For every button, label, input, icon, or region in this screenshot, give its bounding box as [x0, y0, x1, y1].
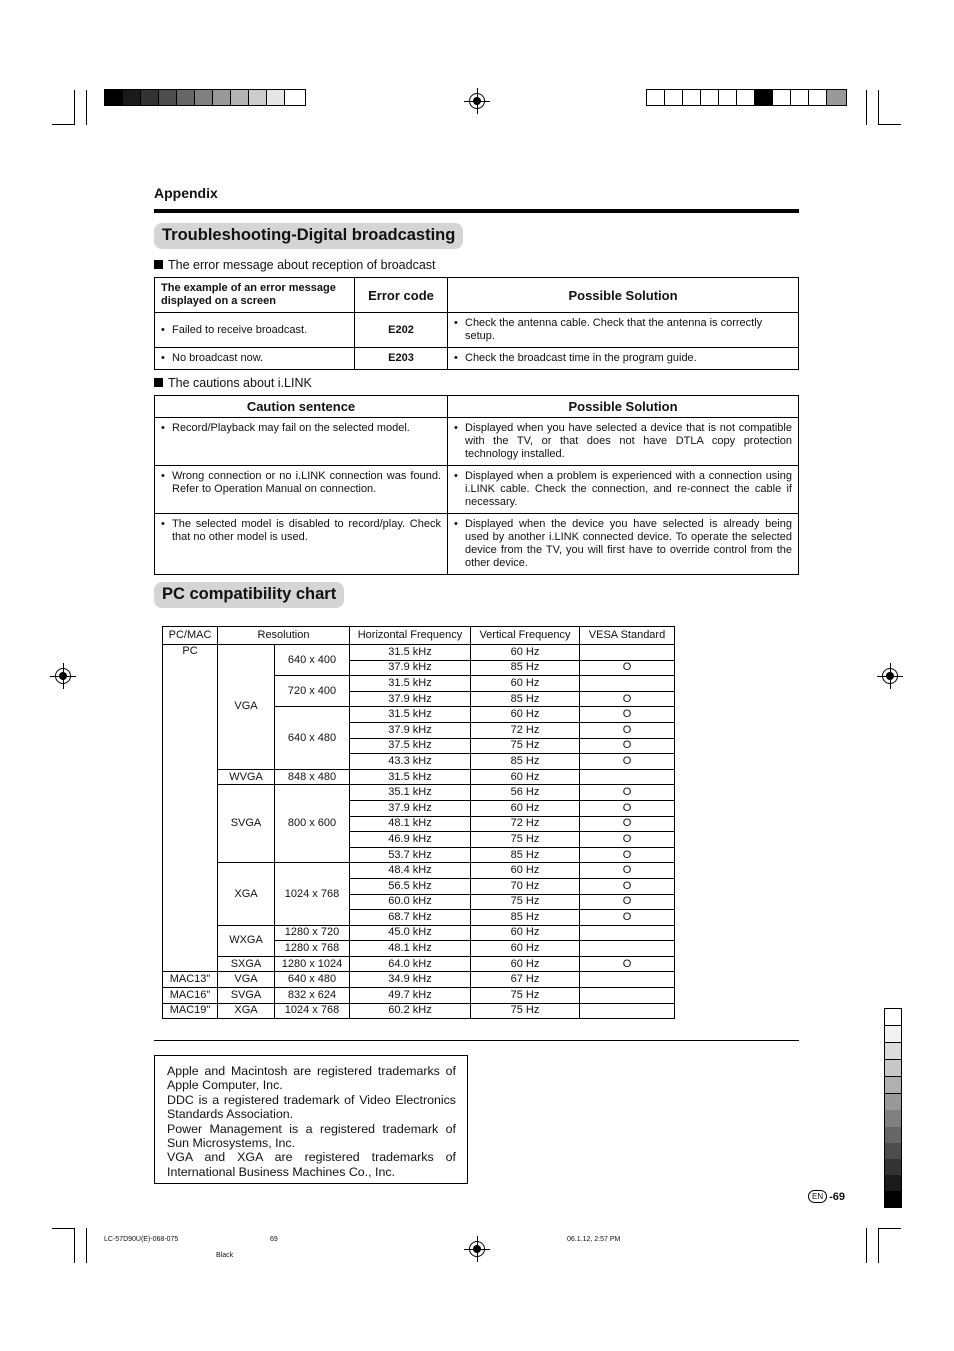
- mode-cell: SXGA: [218, 956, 275, 972]
- resolution-cell: 640 x 480: [275, 707, 350, 769]
- registration-mark-icon: [882, 668, 898, 684]
- col-header: Horizontal Frequency: [350, 627, 471, 645]
- ilink-intro-text: The cautions about i.LINK: [168, 376, 312, 390]
- ilink-caution: Wrong connection or no i.LINK connection was found. Refer to Operation Manual on connection.: [172, 470, 441, 495]
- trademark-note: VGA and XGA are registered trademarks of International Business Machines Co., Inc.: [167, 1150, 456, 1179]
- mode-cell: VGA: [218, 972, 275, 988]
- table-cell: O: [580, 832, 675, 848]
- bullet-icon: •: [454, 317, 458, 329]
- group-pc: PC: [163, 645, 218, 972]
- footer-color: Black: [216, 1252, 234, 1259]
- table-cell: 48.1 kHz: [350, 941, 471, 957]
- table-cell: 60 Hz: [471, 800, 580, 816]
- table-cell: 31.5 kHz: [350, 676, 471, 692]
- table-cell: 60 Hz: [471, 956, 580, 972]
- table-cell: 72 Hz: [471, 722, 580, 738]
- page-number-text: -69: [829, 1190, 846, 1203]
- table-cell: O: [580, 738, 675, 754]
- trademarks-box: [154, 1055, 468, 1184]
- table-cell: 85 Hz: [471, 910, 580, 926]
- troubleshooting-title: Troubleshooting-Digital broadcasting: [154, 223, 463, 249]
- table-cell: 85 Hz: [471, 847, 580, 863]
- resolution-cell: 640 x 400: [275, 645, 350, 676]
- table-cell: 46.9 kHz: [350, 832, 471, 848]
- ilink-solution: Displayed when a problem is experienced with a connection using i.LINK cable. Check the connection, and re-connect the cable if necessary.: [465, 470, 792, 508]
- bullet-icon: •: [454, 352, 458, 364]
- section-divider: [154, 1040, 799, 1041]
- table-row: [155, 313, 799, 348]
- registration-mark-icon: [469, 1241, 485, 1257]
- table-cell: 60 Hz: [471, 941, 580, 957]
- table-cell: 56 Hz: [471, 785, 580, 801]
- error-header-message: The example of an error message displayed on a screen: [155, 278, 355, 313]
- error-message: Failed to receive broadcast.: [172, 323, 308, 336]
- table-cell: 48.1 kHz: [350, 816, 471, 832]
- table-cell: 85 Hz: [471, 754, 580, 770]
- table-cell: O: [580, 816, 675, 832]
- resolution-cell: 1280 x 768: [275, 941, 350, 957]
- table-cell: 75 Hz: [471, 1003, 580, 1019]
- square-bullet-icon: [154, 260, 163, 269]
- table-cell: [580, 972, 675, 988]
- table-cell: 43.3 kHz: [350, 754, 471, 770]
- table-cell: 75 Hz: [471, 738, 580, 754]
- ilink-header-solution: Possible Solution: [448, 396, 799, 418]
- pc-compatibility-table: [162, 626, 675, 1019]
- ilink-caution: Record/Playback may fail on the selected model.: [172, 422, 410, 434]
- error-code: E202: [355, 313, 448, 348]
- registration-mark-icon: [55, 668, 71, 684]
- ilink-solution: Displayed when you have selected a device that is not compatible with the TV, or that does not have DTLA copy protection technology installed.: [465, 422, 792, 460]
- table-cell: 56.5 kHz: [350, 878, 471, 894]
- table-cell: 53.7 kHz: [350, 847, 471, 863]
- mode-cell: SVGA: [218, 988, 275, 1004]
- resolution-cell: 832 x 624: [275, 988, 350, 1004]
- error-header-solution: Possible Solution: [448, 278, 799, 313]
- error-solution: Check the broadcast time in the program guide.: [465, 352, 697, 364]
- table-cell: 34.9 kHz: [350, 972, 471, 988]
- resolution-cell: 1280 x 1024: [275, 956, 350, 972]
- table-row: [155, 466, 799, 514]
- ilink-table: [154, 395, 799, 575]
- table-cell: 60.2 kHz: [350, 1003, 471, 1019]
- table-row: [155, 418, 799, 466]
- table-cell: [580, 645, 675, 661]
- table-cell: O: [580, 910, 675, 926]
- table-cell: O: [580, 894, 675, 910]
- footer-date: 06.1.12, 2:57 PM: [567, 1236, 621, 1243]
- table-cell: 37.9 kHz: [350, 660, 471, 676]
- resolution-cell: 800 x 600: [275, 785, 350, 863]
- bullet-icon: •: [161, 352, 165, 364]
- table-cell: 35.1 kHz: [350, 785, 471, 801]
- ilink-caution: The selected model is disabled to record/play. Check that no other model is used.: [172, 518, 441, 543]
- page-number: [808, 1190, 845, 1203]
- table-cell: 37.9 kHz: [350, 691, 471, 707]
- pc-chart-title: PC compatibility chart: [154, 582, 344, 608]
- resolution-cell: 640 x 480: [275, 972, 350, 988]
- table-cell: 72 Hz: [471, 816, 580, 832]
- table-cell: 49.7 kHz: [350, 988, 471, 1004]
- footer-page: 69: [270, 1236, 278, 1243]
- col-header: Vertical Frequency: [471, 627, 580, 645]
- col-header: PC/MAC: [163, 627, 218, 645]
- table-cell: 68.7 kHz: [350, 910, 471, 926]
- resolution-cell: 1280 x 720: [275, 925, 350, 941]
- mac-model: MAC19": [163, 1003, 218, 1019]
- resolution-cell: 1024 x 768: [275, 1003, 350, 1019]
- table-cell: 60 Hz: [471, 676, 580, 692]
- error-code: E203: [355, 348, 448, 370]
- header-rule: [154, 209, 799, 213]
- table-cell: 31.5 kHz: [350, 769, 471, 785]
- table-cell: 70 Hz: [471, 878, 580, 894]
- table-cell: 75 Hz: [471, 894, 580, 910]
- square-bullet-icon: [154, 378, 163, 387]
- table-cell: O: [580, 878, 675, 894]
- table-row: [155, 348, 799, 370]
- side-gray-scale: [884, 1008, 902, 1208]
- trademark-note: DDC is a registered trademark of Video Electronics Standards Association.: [167, 1092, 456, 1122]
- table-cell: [580, 1003, 675, 1019]
- ilink-header-caution: Caution sentence: [155, 396, 448, 418]
- table-cell: O: [580, 800, 675, 816]
- table-cell: [580, 988, 675, 1004]
- table-cell: 60 Hz: [471, 769, 580, 785]
- col-header: VESA Standard: [580, 627, 675, 645]
- mac-model: MAC13": [163, 972, 218, 988]
- table-cell: [580, 941, 675, 957]
- table-cell: O: [580, 863, 675, 879]
- error-message: No broadcast now.: [172, 352, 264, 364]
- table-cell: 85 Hz: [471, 660, 580, 676]
- table-cell: 75 Hz: [471, 988, 580, 1004]
- table-cell: O: [580, 660, 675, 676]
- bullet-icon: •: [454, 470, 458, 482]
- registration-mark-icon: [469, 93, 485, 109]
- mode-cell: WXGA: [218, 925, 275, 956]
- resolution-cell: 1024 x 768: [275, 863, 350, 925]
- table-cell: O: [580, 847, 675, 863]
- resolution-cell: 720 x 400: [275, 676, 350, 707]
- table-cell: 37.5 kHz: [350, 738, 471, 754]
- mode-cell: VGA: [218, 645, 275, 770]
- bullet-icon: •: [161, 323, 165, 336]
- table-cell: [580, 676, 675, 692]
- mode-cell: WVGA: [218, 769, 275, 785]
- table-cell: 60 Hz: [471, 863, 580, 879]
- ilink-solution: Displayed when the device you have selected is already being used by another i.LINK connected device. To operate the selected device from the TV, you will first have to override control from the other device.: [465, 518, 792, 569]
- bullet-icon: •: [161, 518, 165, 530]
- table-cell: 67 Hz: [471, 972, 580, 988]
- error-intro-text: The error message about reception of broadcast: [168, 258, 436, 272]
- bullet-icon: •: [161, 470, 165, 482]
- table-cell: [580, 925, 675, 941]
- table-row: [155, 514, 799, 575]
- mode-cell: XGA: [218, 1003, 275, 1019]
- table-cell: 85 Hz: [471, 691, 580, 707]
- color-bar-left: [104, 89, 306, 106]
- table-cell: 75 Hz: [471, 832, 580, 848]
- table-cell: 45.0 kHz: [350, 925, 471, 941]
- table-cell: 64.0 kHz: [350, 956, 471, 972]
- lang-badge: EN: [808, 1190, 827, 1203]
- trademark-note: Power Management is a registered trademark of Sun Microsystems, Inc.: [167, 1121, 456, 1151]
- resolution-cell: 848 x 480: [275, 769, 350, 785]
- table-cell: O: [580, 956, 675, 972]
- mode-cell: XGA: [218, 863, 275, 925]
- section-label: Appendix: [154, 185, 218, 201]
- col-header: Resolution: [218, 627, 350, 645]
- table-cell: 37.9 kHz: [350, 722, 471, 738]
- bullet-icon: •: [454, 422, 458, 434]
- table-cell: 31.5 kHz: [350, 707, 471, 723]
- table-cell: O: [580, 754, 675, 770]
- color-bar-right: [646, 89, 847, 106]
- table-cell: 60 Hz: [471, 925, 580, 941]
- error-header-code: Error code: [355, 278, 448, 313]
- error-table: [154, 277, 799, 370]
- bullet-icon: •: [454, 518, 458, 530]
- table-cell: 37.9 kHz: [350, 800, 471, 816]
- footer-file: LC-57D90U(E)-068-075: [104, 1236, 179, 1243]
- ilink-intro: [154, 376, 312, 390]
- table-cell: 60.0 kHz: [350, 894, 471, 910]
- table-cell: [580, 769, 675, 785]
- table-cell: 60 Hz: [471, 645, 580, 661]
- mac-model: MAC16": [163, 988, 218, 1004]
- mode-cell: SVGA: [218, 785, 275, 863]
- table-cell: 31.5 kHz: [350, 645, 471, 661]
- table-cell: O: [580, 691, 675, 707]
- trademark-note: Apple and Macintosh are registered trademarks of Apple Computer, Inc.: [167, 1064, 456, 1093]
- error-solution: Check the antenna cable. Check that the antenna is correctly setup.: [465, 317, 763, 342]
- table-cell: 60 Hz: [471, 707, 580, 723]
- table-cell: O: [580, 722, 675, 738]
- table-cell: O: [580, 707, 675, 723]
- error-intro: [154, 258, 436, 272]
- table-cell: 48.4 kHz: [350, 863, 471, 879]
- bullet-icon: •: [161, 422, 165, 434]
- table-cell: O: [580, 785, 675, 801]
